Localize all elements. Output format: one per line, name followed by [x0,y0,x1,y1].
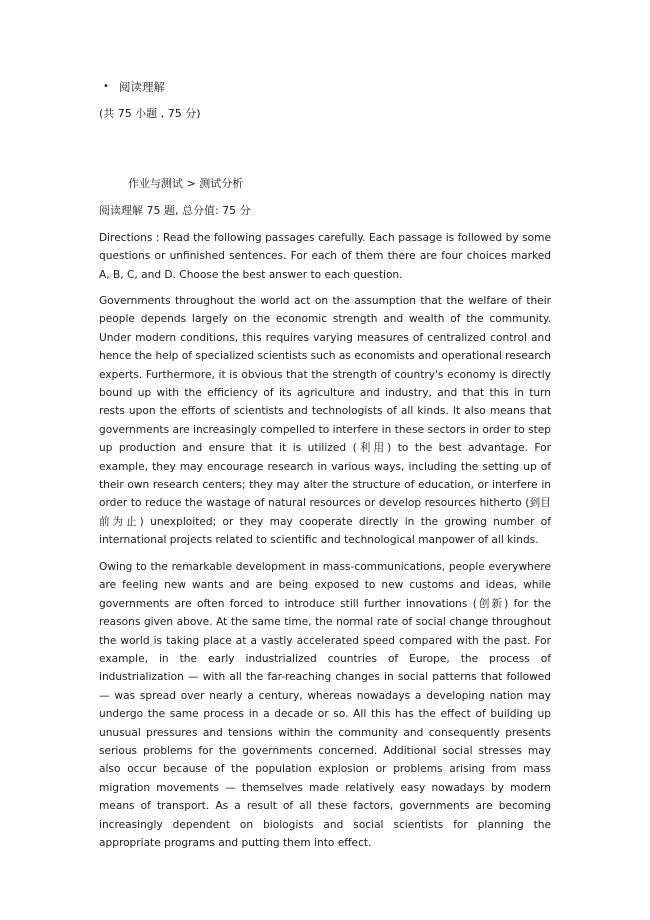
bullet-icon: • [103,81,109,92]
section-heading [103,79,165,95]
section-title: 阅读理解 [119,80,165,94]
directions-paragraph: Directions : Read the following passages carefully. Each passage is followed by some questions or unfinished sentences. For each of them there are four choices marked A, B, C, and D. Choose the best answer to each question. [99,232,551,281]
breadcrumb: 作业与测试 > 测试分析 [128,177,244,190]
section-meta: (共 75 小题 , 75 分) [99,107,201,120]
quiz-meta: 阅读理解 75 题, 总分值: 75 分 [99,204,251,217]
passage-paragraph-1: Governments throughout the world act on the assumption that the welfare of their people depends largely on the economic strength and wealth of the community. Under modern conditions, this requires varying measures of centralized control and hence the help of specialized scientists such as economists and operational research experts. Furthermore, it is obvious that the strength of country's economy is directly bound up with the efficiency of its agriculture and industry, and that this in turn rests upon the efforts of scientists and technologists of all kinds. It also means that governments are increasingly compelled to interfere in these sectors in order to step up production and ensure that it is utilized (利用) to the best advantage. For example, they may encourage research in various ways, including the setting up of their own research centers; they may alter the structure of education, or interfere in order to reduce the wastage of natural resources or develop resources hitherto (到目前为止) unexploited; or they may cooperate directly in the growing number of international projects related to scientific and technological manpower of all kinds. [99,295,551,547]
passage-paragraph-2: Owing to the remarkable development in mass-communications, people everywhere are feeling new wants and are being exposed to new customs and ideas, while governments are often forced to introduce still further innovations (创新) for the reasons given above. At the same time, the normal rate of social change throughout the world is taking place at a vastly accelerated speed compared with the past. For example, in the early industrialized countries of Europe, the process of industrialization — with all the far-reaching changes in social patterns that followed — was spread over nearly a century, whereas nowadays a developing nation may undergo the same process in a decade or so. All this has the effect of building up unusual pressures and tensions within the community and consequently presents serious problems for the governments concerned. Additional social stresses may also occur because of the population explosion or problems arising from mass migration movements — themselves made relatively easy nowadays by modern means of transport. As a result of all these factors, governments are becoming increasingly dependent on biologists and social scientists for planning the appropriate programs and putting them into effect. [99,561,551,850]
